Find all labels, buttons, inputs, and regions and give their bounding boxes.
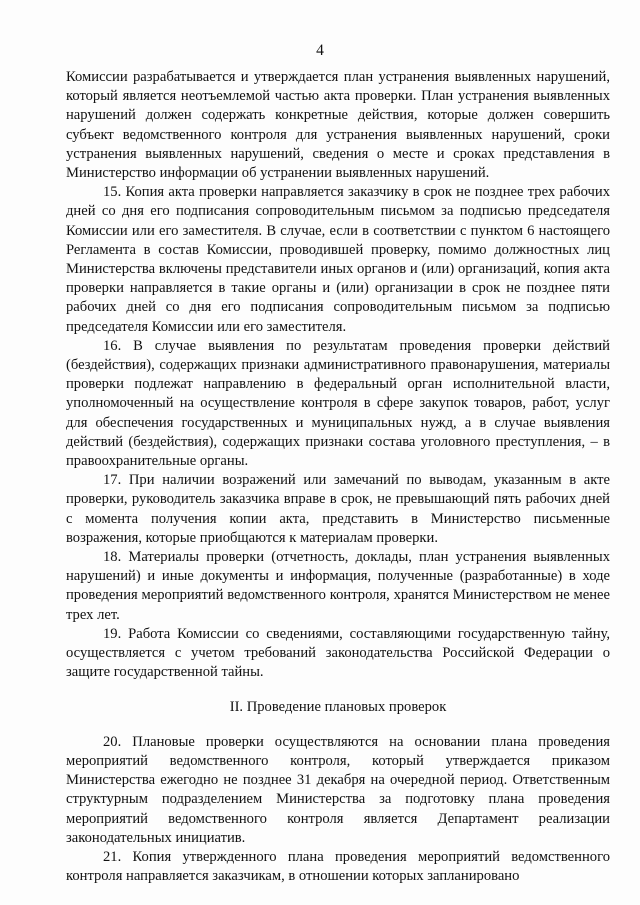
page-number: 4 — [316, 42, 324, 59]
paragraph-21: 21. Копия утвержденного плана проведения мероприятий ведомственного контроля направляется заказчикам, в отношении которых запланировано — [66, 848, 610, 885]
paragraph-14-continuation: Комиссии разрабатывается и утверждается план устранения выявленных нарушений, который является неотъемлемой частью акта проверки. План устранения выявленных нарушений должен содержать конкретные действия, которые должен совершить субъект ведомственного контроля для устранения выявленных нарушений, сроки устранения выявленных нарушений, сведения о месте и сроках представления в Министерство информации об устранении выявленных нарушений. — [66, 69, 610, 182]
paragraph-15: 15. Копия акта проверки направляется заказчику в срок не позднее трех рабочих дней со дня его подписания сопроводительным письмом за подписью председателя Комиссии или его заместителя. В случае, если в соответствии с пунктом 6 настоящего Регламента в состав Комиссии, проводившей проверку, помимо должностных лиц Министерства включены представители иных органов и (или) организаций, копия акта проверки направляется в такие органы и (или) организации в срок не позднее пяти рабочих дней со дня его подписания сопроводительным письмом за подписью председателя Комиссии или его заместителя. — [66, 184, 610, 335]
paragraph-19: 19. Работа Комиссии со сведениями, составляющими государственную тайну, осуществляется с учетом требований законодательства Российской Федерации о защите государственной тайны. — [66, 625, 610, 681]
section-heading: II. Проведение плановых проверок — [229, 698, 447, 715]
paragraph-17: 17. При наличии возражений или замечаний по выводам, указанным в акте проверки, руководитель заказчика вправе в срок, не превышающий пять рабочих дней с момента получения копии акта, представить в Министерство письменные возражения, которые приобщаются к материалам проверки. — [66, 472, 610, 546]
paragraph-20: 20. Плановые проверки осуществляются на основании плана проведения мероприятий ведомственного контроля, который утверждается приказом Министерства ежегодно не позднее 31 декабря на очередной период. Ответственным структурным подразделением Министерства за подготовку плана проведения мероприятий ведомственного контроля является Департамент реализации законодательных инициатив. — [66, 733, 610, 846]
document-body — [66, 68, 610, 886]
paragraph-18: 18. Материалы проверки (отчетность, доклады, план устранения выявленных нарушений) и иные документы и информация, полученные (разработанные) в ходе проведения мероприятий ведомственного контроля, хранятся Министерством не менее трех лет. — [66, 549, 610, 623]
paragraph-16: 16. В случае выявления по результатам проведения проверки действий (бездействия), содержащих признаки административного правонарушения, материалы проверки подлежат направлению в федеральный орган исполнительной власти, уполномоченный на осуществление контроля в сфере закупок товаров, работ, услуг для обеспечения государственных и муниципальных нужд, а в случае выявления действий (бездействия), содержащих признаки состава уголовного преступления, – в правоохранительные органы. — [66, 337, 610, 470]
